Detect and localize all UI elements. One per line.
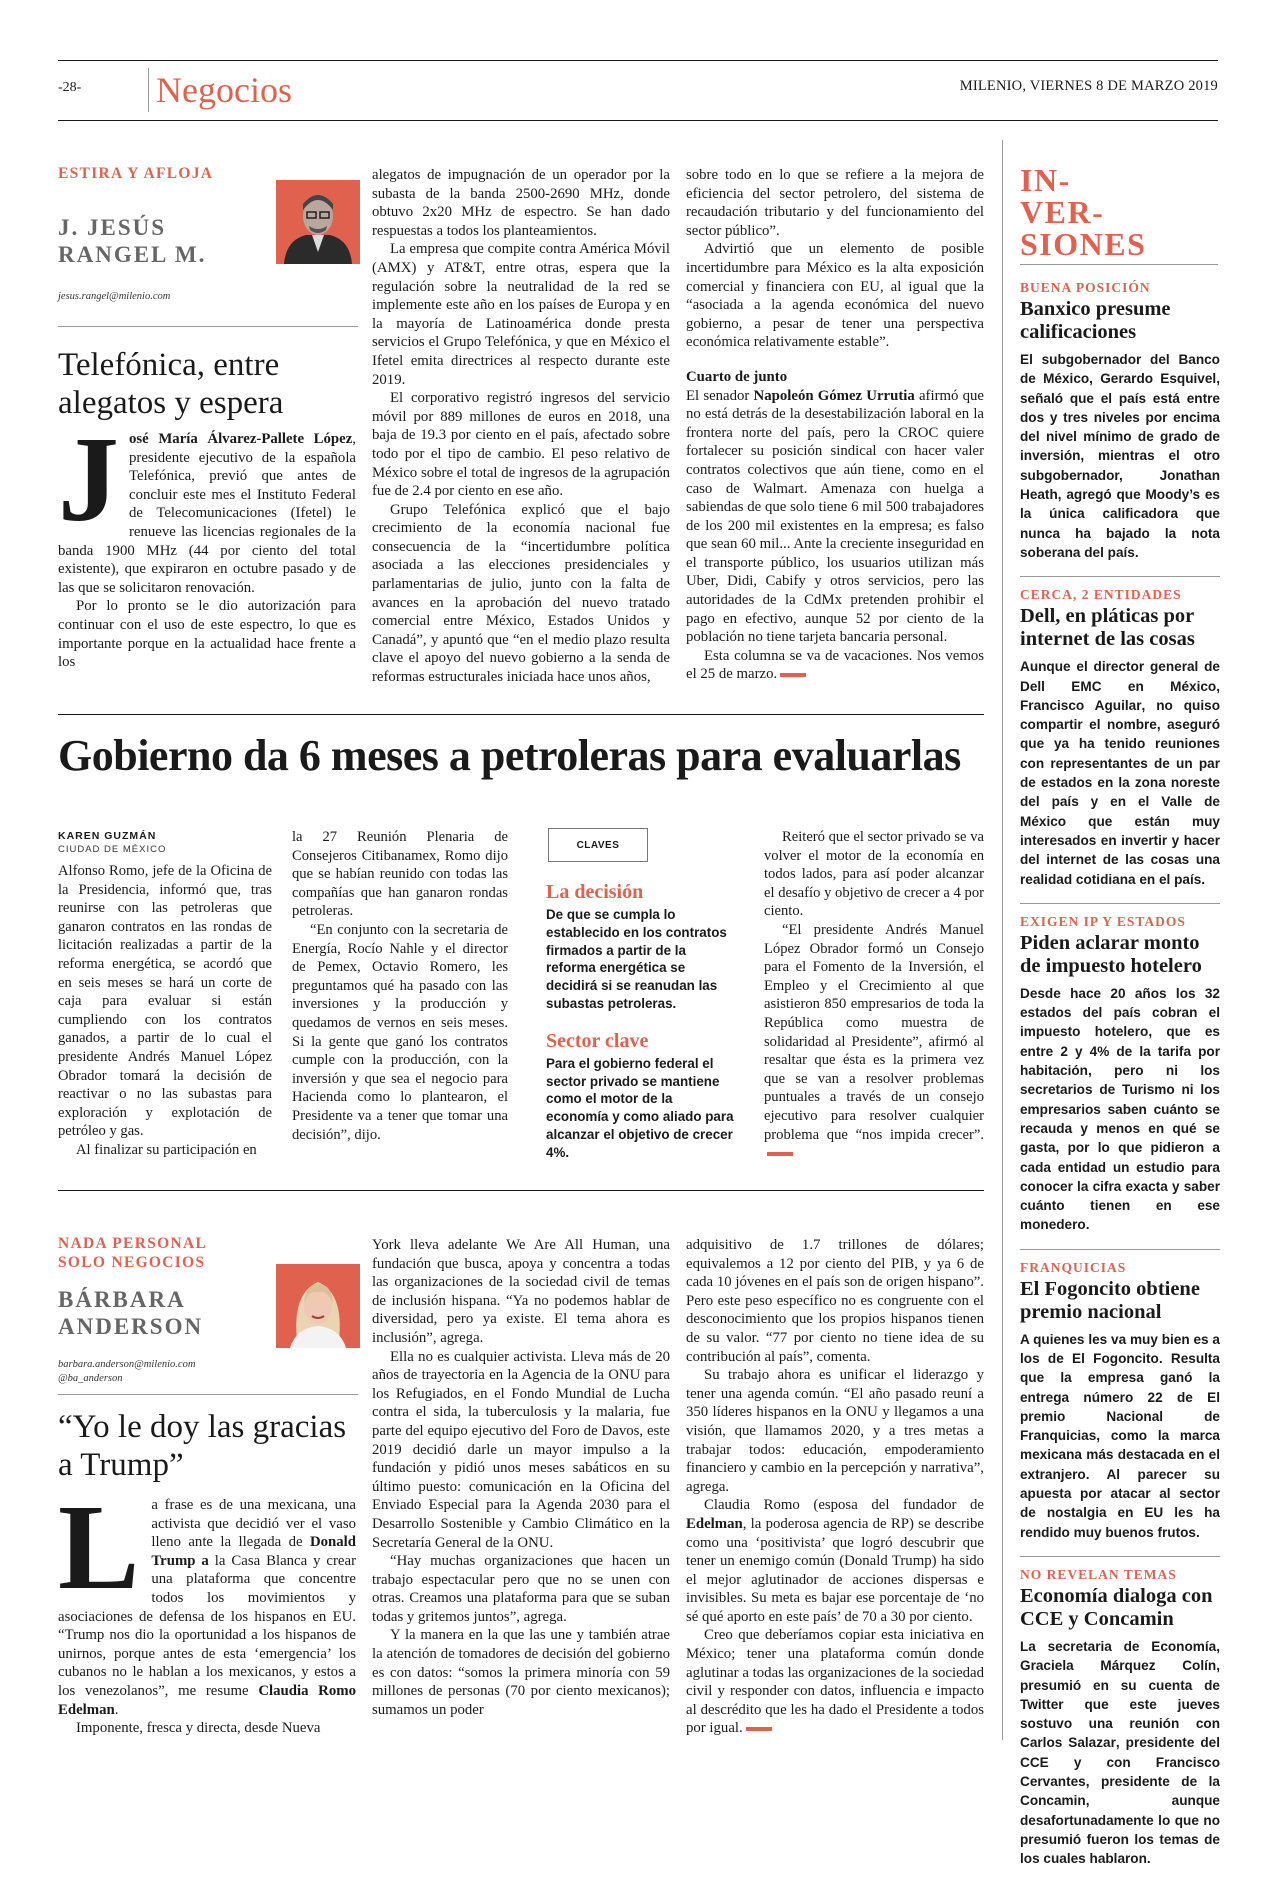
body-text: Reiteró que el sector privado se va volver el motor de la economía en todos lados, para así poder alcanzar el desafío y objetivo de crecer a 4 por ciento. “El presidente Andrés Manuel López Obrador formó un Consejo para el Fomento de la Inversión, el Empleo y el Crecimiento al que asistieron 850 empresarios de toda la República como muestra de solidaridad al Presidente”, afirmó al resaltar que ésta es la primera vez que se van a resolver problemas puntuales a través de un consejo ejecutivo para resolver cualquier problema que “nos impida crecer”. [764, 828, 984, 1163]
column2-text-c [686, 1236, 984, 1738]
sidebar-item-headline: Economía dialoga con CCE y Concamin [1020, 1584, 1213, 1630]
main-text-d [764, 828, 984, 1163]
sidebar-items [1020, 280, 1220, 1883]
sidebar-item-text: El subgobernador del Banco de México, Gerardo Esquivel, señaló que el país está entre dos y tres niveles por encima del nivel mínimo de grado de inversión, mientras el otro subgobernador, Jonathan Heath, agregó que Moody’s es la única calificadora que nunca ha bajado la nota soberana del país. [1020, 352, 1220, 560]
sidebar-item-kicker: NO REVELAN TEMAS [1020, 1566, 1177, 1582]
author-email: jesus.rangel@milenio.com [58, 291, 171, 302]
author-name-line2: RANGEL M. [58, 242, 207, 267]
top-rule [58, 60, 1218, 61]
column1-text-a [58, 412, 356, 672]
sidebar-item-text: Aunque el director general de Dell EMC en México, Francisco Aguilar, no quiso compartir el nombre, aseguró que ya ha tenido reuniones con representantes de un par de estados en la zona noreste del país y en el Valle de México que están muy interesados en invertir y hacer del internet de las cosas una realidad cotidiana en el país. [1020, 659, 1220, 887]
clave1-text: De que se cumpla lo establecido en los contratos firmados a partir de la reforma energética se decidirá si se reanudan las subastas petroleras. [546, 907, 727, 1011]
sidebar-item [1020, 1249, 1220, 1542]
main-headline: Gobierno da 6 meses a petroleras para evaluarlas [58, 731, 961, 780]
sidebar-item-headline: Piden aclarar monto de impuesto hotelero [1020, 931, 1202, 977]
body-text: York lleva adelante We Are All Human, una fundación que busca, apoya y concentra a todas las organizaciones de la sociedad civil de temas de inclusión hispana. “Ya no podemos hablar de diversidad, pero ya existe. El tema ahora es inclusión”, agrega. Ella no es cualquier activista. Lleva más de 20 años de trayectoria en la Agencia de la ONU para los Refugiados, en el Fondo Mundial de Lucha contra el sida, la tuberculosis y la malaria, fue parte del equipo ejecutivo del Foro de Davos, este 2019 decidió darle un mayor impulso a la fundación y pidió unos meses sabáticos en su último puesto: comunicación en la Oficina del Enviado Especial para la Agenda 2030 para el Desarrollo Sostenible y Cambio Climático en la Secretaría General de la ONU. “Hay muchas organizaciones que hacen un trabajo espectacular pero que no se unen con otras. Creamos una plataforma para que se suban todas y gritemos juntos”, agrega. Y la manera en la que las une y también atrae la atención de tomadores de decisión del gobierno es con datos: “somos la primera minoría con 59 millones de personas (70 por ciento mexicanos); sumamos un poder [372, 1237, 670, 1718]
main-text-a [58, 862, 272, 1160]
body-text: sobre todo en lo que se refiere a la mejora de eficiencia del sector petrolero, del sistema de recaudación tributario y del funcionamiento del sector público”. Advirtió que un elemento de posible incertidumbre para México es la alta exposición comercial y financiera con EU, al igual que la “asociada a la agenda económica del nuevo gobierno, a pesar de tener una perspectiva económica relativamente estable”. Cuarto de junto El senador Napoleón Gómez Urrutia afirmó que no está detrás de la desestabilización laboral en la frontera norte del país, pero la CROC quiere fortalecer su posición sindical con hacer valer contratos colectivos que aún tiene, como en el caso de Walmart. Amenaza con huelga a sabiendas de que solo tiene 6 mil 500 trabajadores de los 200 mil existentes en la empresa; es falso que sean 60 mil... Ante la creciente inseguridad en el transporte público, los usuarios utilizan más Uber, Didi, Cabify y otros servicios, pero las autoridades de la CdMx pretenden prohibir el pago en efectivo, aunque 52 por ciento de la población no tiene tarjeta bancaria personal. Esta columna se va de vacaciones. Nos vemos el 25 de marzo. [686, 167, 984, 683]
clave2-text: Para el gobierno federal el sector privado se mantiene como el motor de la economía y como aliado para alcanzar el objetivo de crecer 4%. [546, 1055, 734, 1160]
author2-name-line2: ANDERSON [58, 1314, 204, 1339]
section-title: Negocios [156, 70, 292, 110]
sidebar-item-kicker: CERCA, 2 ENTIDADES [1020, 587, 1182, 603]
body-text: alegatos de impugnación de un operador por la subasta de la banda 2500-2690 MHz, donde obtuvo 2x20 MHz de espectro. Se han dado respuestas a todos los planteamientos. La empresa que compite contra América Móvil (AMX) y AT&T, entre otras, espera que la regulación sobre la neutralidad de la red se implemente este año en los países de Europa y en la mayoría de Latinoamérica donde presta servicios el Grupo Telefónica, y que en México el Ifetel emita directrices al respecto durante este 2019. El corporativo registró ingresos del servicio móvil por 889 millones de euros en 2018, una baja de 19.3 por ciento en el país, afectado sobre todo por el tipo de cambio. El peso relativo de México sobre el total de ingresos de la agrupación fue de 2.4 por ciento en ese año. Grupo Telefónica explicó que el bajo crecimiento de la economía nacional fue consecuencia de la “incertidumbre política asociada a las elecciones presidenciales y parlamentarias de julio, junto con la falta de avances en la aprobación del nuevo tratado comercial entre México, Estados Unidos y Canadá”, y apuntó que “en el medio plazo resulta clave el apoyo del nuevo gobierno a la senda de reformas estructurales iniciada hace unos años, [372, 167, 670, 686]
dropcap: J [58, 412, 119, 547]
sidebar-title-rule [1020, 264, 1218, 265]
column1-text-c [686, 166, 984, 684]
claves-box [546, 828, 736, 1162]
dropcap2: L [58, 1480, 140, 1615]
sidebar-item-text: La secretaria de Economía, Graciela Márquez Colín, presumió en su cuenta de Twitter que este jueves sostuvo una reunión con Carlos Salazar, presidente del CCE y con Francisco Cervantes, presidente de la Concamin, aunque desafortunadamente lo que no presumió fueron los temas de los cuales hablaron. [1020, 1638, 1220, 1867]
story-top-rule [58, 714, 984, 715]
body-text: adquisitivo de 1.7 trillones de dólares; equivalemos a 12 por ciento del PIB, y ya 6 de cada 10 jóvenes en el país son de origen hispano”. Pero este peso específico no es congruente con el desconocimiento que los propios hispanos tienen de su valor. “77 por ciento no tiene idea de su contribución al país”, comenta. Su trabajo ahora es unificar el liderazgo y tener una agenda común. “El año pasado reuní a 350 líderes hispanos en la ONU y llegamos a una visión, que llamamos 2020, y a tres metas a trabajar todos: educación, empoderamiento financiero y cambio en la percepción y narrativa”, agrega. Claudia Romo (esposa del fundador de Edelman, la poderosa agencia de RP) se describe como una ‘positivista’ que logró descubrir que tener un enemigo común (Donald Trump) ha sido el mejor aglutinador de acciones dispersas e invisibles. Su meta es bajar ese porcentaje de ‘no sé qué aporto en este país’ de 70 a 30 por ciento. Creo que deberíamos copiar esta iniciativa en México; tener una plataforma común donde aglutinar a todas las organizaciones de la sociedad civil y responder con datos, influencia e impacto al descrédito que les ha dado el Presidente a todos por igual. [686, 1237, 984, 1737]
column2-headline: “Yo le doy las gracias a Trump” [58, 1409, 347, 1483]
column2-divider [58, 1394, 358, 1395]
header-bottom-rule [58, 120, 1218, 121]
sidebar-item [1020, 576, 1220, 889]
sidebar-item-headline: Banxico presume calificaciones [1020, 298, 1171, 343]
author-name-line1: J. JESÚS [58, 215, 167, 240]
header-divider [148, 68, 149, 112]
column2-kicker [58, 1234, 207, 1272]
byline-place: CIUDAD DE MÉXICO [58, 844, 167, 855]
sidebar-item-kicker: EXIGEN IP Y ESTADOS [1020, 913, 1186, 929]
column2-kicker-line1: NADA PERSONAL [58, 1235, 208, 1252]
column2-text-b [372, 1236, 670, 1719]
sidebar-item-headline: Dell, en pláticas por internet de las cosas [1020, 605, 1195, 651]
body-text: a frase es de una mexicana, una activista que decidió ver el vaso lleno ante la llegada de Donald Trump a la Casa Blanca y crear una plataforma que concentre todos los movimientos y asociaciones de defensa de los hispanos en EU. “Trump nos dio la oportunidad a los hispanos de unirnos, porque antes de esta ‘emergencia’ los cubanos no le hablan a los mexicanos, y estos a los venezolanos”, me resume Claudia Romo Edelman. Imponente, fresca y directa, desde Nueva [58, 1497, 356, 1737]
main-text-b [292, 828, 508, 1144]
column-kicker: ESTIRA Y AFLOJA [58, 165, 214, 182]
author2-email-line1: barbara.anderson@milenio.com [58, 1359, 196, 1370]
sidebar-item-kicker: FRANQUICIAS [1020, 1259, 1127, 1275]
story-bottom-rule [58, 1190, 984, 1191]
sidebar-item-text: Desde hace 20 años los 32 estados del país cobran el impuesto hotelero, que es entre 2 y 4% de la tarifa por habitación, pero ni los secretarios de Turismo ni los empresarios saben cuánto se recauda y menos en qué se gasta, por lo que pidieron a cada entidad un estudio para conocer la cifra exacta y saber cuánto tienen en ese monedero. [1020, 985, 1220, 1233]
page-number: -28- [58, 80, 82, 95]
body-text: la 27 Reunión Plenaria de Consejeros Citibanamex, Romo dijo que se habían reunido con todas las compañías que han ganaron rondas petroleras. “En conjunto con la secretaria de Energía, Rocío Nahle y el director de Pemex, Octavio Romero, les preguntamos qué ha pasado con las inversiones y la producción y quedamos de vernos en seis meses. Si la gente que ganó los contratos cumple con la producción, con la inversión y que sea el negocio para Hacienda como lo plantearon, el Presidente va a tener que tomar una decisión”, dijo. [292, 829, 508, 1143]
sidebar-item-headline: El Fogoncito obtiene premio nacional [1020, 1277, 1200, 1323]
claves-label: CLAVES [548, 828, 648, 862]
sidebar-divider [1002, 140, 1003, 1740]
author2-email [58, 1358, 195, 1386]
author2-name [58, 1286, 203, 1340]
body-text: Alfonso Romo, jefe de la Oficina de la Presidencia, informó que, tras reunirse con las petroleras que ganaron contratos en las rondas de licitación realizadas a partir de la reforma energética, se acordó que en seis meses se hará un corte de caja para evaluar si están cumpliendo con los contratos ganados, a partir de lo cual el presidente Andrés Manuel López Obrador tomará la decisión de reactivar o no las subastas para exploración y explotación de petróleo y gas. Al finalizar su participación en [58, 863, 272, 1158]
column2-text-a [58, 1480, 356, 1738]
column2-kicker-line2: SOLO NEGOCIOS [58, 1254, 206, 1271]
dateline: MILENIO, VIERNES 8 DE MARZO 2019 [959, 78, 1218, 94]
column-headline: Telefónica, entre alegatos y espera [58, 347, 284, 421]
sidebar-item-kicker: BUENA POSICIÓN [1020, 280, 1151, 295]
sidebar-item [1020, 903, 1220, 1235]
body-text: osé María Álvarez-Pallete López, presidente ejecutivo de la española Telefónica, previó que antes de concluir este mes el Instituto Federal de Telecomunicaciones (Ifetel) le renueve las licencias regionales de la banda 1900 MHz (44 por ciento del total existente), que expiraron en octubre pasado y de las que se solicitaron renovación. Por lo pronto se le dio autorización para continuar con el uso de este espectro, lo que es importante porque en la actualidad hace frente a los [58, 431, 356, 671]
sidebar-title: IN- VER- SIONES [1020, 162, 1147, 262]
author2-avatar [276, 1264, 360, 1348]
author2-email-line2: @ba_anderson [58, 1373, 123, 1384]
author-name [58, 214, 206, 268]
sidebar-item [1020, 280, 1220, 562]
sidebar-item [1020, 1556, 1220, 1869]
clave2-title: Sector clave [546, 1029, 649, 1052]
author2-name-line1: BÁRBARA [58, 1287, 186, 1312]
byline-name: KAREN GUZMÁN [58, 830, 157, 842]
author-avatar [276, 180, 360, 264]
sidebar-item-text: A quienes les va muy bien es a los de El Fogoncito. Resulta que la empresa ganó la entrega número 22 de El premio Nacional de Franquicias, como la marca mexicana más destacada en el extranjero. Al parecer su apuesta por atacar al sector de nostalgia en EU les ha rendido muy buenos frutos. [1020, 1331, 1220, 1540]
column-divider [58, 326, 358, 327]
clave1-title: La decisión [546, 881, 644, 903]
column1-text-b [372, 166, 670, 687]
